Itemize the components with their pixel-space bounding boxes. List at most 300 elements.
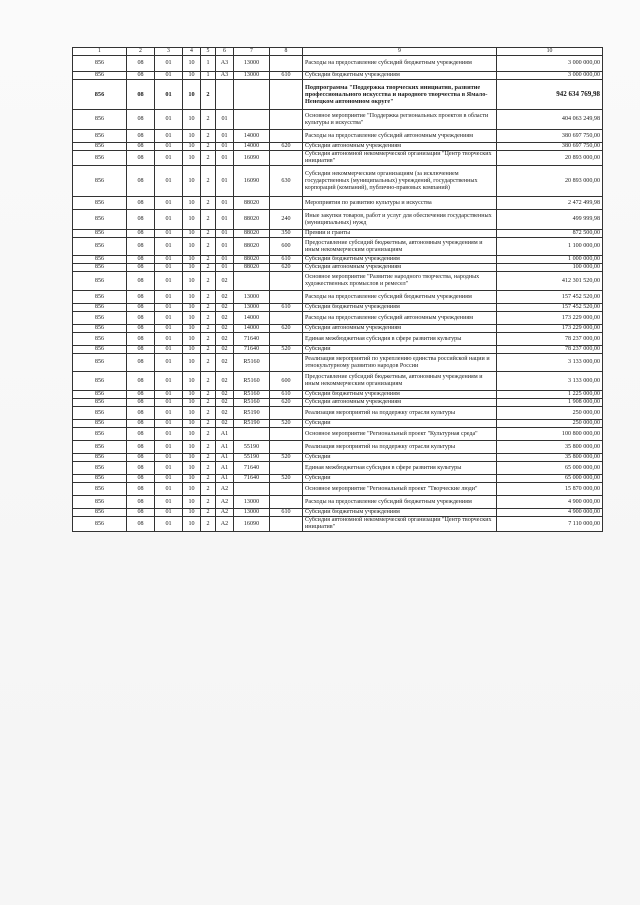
program-cell: 10 [183,475,201,483]
description-cell: Субсидии [303,454,497,462]
section-cell: 08 [127,483,155,496]
expense-type-cell [270,496,303,509]
program-cell: 10 [183,272,201,291]
expense-type-cell: 630 [270,166,303,197]
expense-type-cell [270,197,303,210]
direction-cell: 16090 [234,166,270,197]
direction-cell: 88020 [234,238,270,256]
subsection-cell: 01 [155,80,183,110]
amount-cell: 15 870 000,00 [497,483,603,496]
subprogram-cell: 2 [201,130,216,143]
activity-cell: 02 [216,304,234,312]
table-row [73,151,603,166]
table-row [73,72,603,80]
amount-cell: 65 000 000,00 [497,462,603,475]
program-cell: 10 [183,110,201,130]
table-row [73,272,603,291]
program-cell: 10 [183,166,201,197]
table-row [73,238,603,256]
subprogram-cell: 2 [201,454,216,462]
subsection-cell: 01 [155,428,183,441]
amount-cell: 20 893 000,00 [497,166,603,197]
amount-cell: 380 697 750,00 [497,143,603,151]
admin-code-cell: 856 [73,420,127,428]
activity-cell: A3 [216,72,234,80]
subprogram-cell: 2 [201,256,216,264]
direction-cell: 16090 [234,517,270,532]
subprogram-cell: 2 [201,325,216,333]
direction-cell: R5160 [234,399,270,407]
description-cell: Реализация мероприятий на поддержку отрасли культуры [303,407,497,420]
expense-type-cell: 520 [270,420,303,428]
amount-cell: 78 237 000,00 [497,333,603,346]
direction-cell: 71640 [234,475,270,483]
program-cell: 10 [183,462,201,475]
program-cell: 10 [183,428,201,441]
column-number-row [73,48,603,56]
description-cell: Субсидии бюджетным учреждениям [303,304,497,312]
section-cell: 08 [127,304,155,312]
section-cell: 08 [127,56,155,72]
section-cell: 08 [127,151,155,166]
subsection-cell: 01 [155,130,183,143]
direction-cell: R5160 [234,372,270,391]
description-cell: Субсидия автономной некоммерческой организации "Центр творческих инициатив" [303,151,497,166]
activity-cell: 02 [216,312,234,325]
amount-cell: 100 800 000,00 [497,428,603,441]
amount-cell: 404 063 249,98 [497,110,603,130]
activity-cell: 02 [216,407,234,420]
expense-type-cell: 600 [270,238,303,256]
subsection-cell: 01 [155,291,183,304]
subprogram-cell: 2 [201,110,216,130]
activity-cell: A2 [216,483,234,496]
table-row [73,197,603,210]
direction-cell: 13000 [234,304,270,312]
description-cell: Субсидии бюджетным учреждениям [303,256,497,264]
subsection-cell: 01 [155,325,183,333]
activity-cell: 01 [216,143,234,151]
direction-cell: 16090 [234,151,270,166]
expense-type-cell [270,407,303,420]
amount-cell: 157 452 520,00 [497,304,603,312]
description-cell: Основное мероприятие "Региональный проект "Творческие люди" [303,483,497,496]
admin-code-cell: 856 [73,496,127,509]
expense-type-cell: 610 [270,391,303,399]
section-cell: 08 [127,210,155,230]
column-number: 6 [216,48,234,56]
table-row [73,166,603,197]
activity-cell: 02 [216,420,234,428]
subsection-cell: 01 [155,272,183,291]
table-row [73,264,603,272]
expense-type-cell: 620 [270,325,303,333]
table-row [73,509,603,517]
section-cell: 08 [127,346,155,354]
table-row [73,56,603,72]
direction-cell: 88020 [234,264,270,272]
amount-cell: 35 800 000,00 [497,454,603,462]
direction-cell: R5190 [234,420,270,428]
program-cell: 10 [183,151,201,166]
activity-cell: 02 [216,391,234,399]
description-cell: Основное мероприятие "Развитие народного творчества, народных художественных промыслов и ремесел" [303,272,497,291]
activity-cell: 02 [216,399,234,407]
subprogram-cell: 2 [201,151,216,166]
subprogram-cell: 2 [201,312,216,325]
table-row [73,291,603,304]
program-cell: 10 [183,354,201,372]
direction-cell: 13000 [234,56,270,72]
subsection-cell: 01 [155,304,183,312]
amount-cell: 1 225 000,00 [497,391,603,399]
direction-cell: 88020 [234,197,270,210]
amount-cell: 78 237 000,00 [497,346,603,354]
subprogram-cell: 2 [201,399,216,407]
subprogram-cell: 2 [201,304,216,312]
section-cell: 08 [127,354,155,372]
column-number: 7 [234,48,270,56]
amount-cell: 942 634 769,98 [497,80,603,110]
admin-code-cell: 856 [73,72,127,80]
subprogram-cell: 2 [201,238,216,256]
activity-cell: 01 [216,256,234,264]
subprogram-cell: 2 [201,391,216,399]
expense-type-cell [270,517,303,532]
amount-cell: 35 800 000,00 [497,441,603,454]
subsection-cell: 01 [155,312,183,325]
section-cell: 08 [127,509,155,517]
program-cell: 10 [183,130,201,143]
activity-cell: A1 [216,475,234,483]
amount-cell: 1 000 000,00 [497,256,603,264]
section-cell: 08 [127,272,155,291]
subprogram-cell: 1 [201,56,216,72]
admin-code-cell: 856 [73,333,127,346]
subprogram-cell: 2 [201,272,216,291]
subsection-cell: 01 [155,399,183,407]
direction-cell: 14000 [234,130,270,143]
program-cell: 10 [183,210,201,230]
admin-code-cell: 856 [73,325,127,333]
description-cell: Расходы на предоставление субсидий бюджетным учреждениям [303,291,497,304]
subsection-cell: 01 [155,333,183,346]
direction-cell: 13000 [234,72,270,80]
description-cell: Основное мероприятие "Поддержка региональных проектов в области культуры и искусства" [303,110,497,130]
program-cell: 10 [183,80,201,110]
subsection-cell: 01 [155,197,183,210]
description-cell: Субсидии автономным учреждениям [303,143,497,151]
expense-type-cell: 350 [270,230,303,238]
subprogram-cell: 2 [201,354,216,372]
column-number: 1 [73,48,127,56]
expense-type-cell: 520 [270,346,303,354]
subsection-cell: 01 [155,441,183,454]
direction-cell: 14000 [234,143,270,151]
subsection-cell: 01 [155,496,183,509]
description-cell: Расходы на предоставление субсидий бюджетным учреждениям [303,56,497,72]
program-cell: 10 [183,483,201,496]
admin-code-cell: 856 [73,166,127,197]
table-row [73,110,603,130]
expense-type-cell [270,312,303,325]
subprogram-cell: 2 [201,333,216,346]
subsection-cell: 01 [155,72,183,80]
section-cell: 08 [127,291,155,304]
table-row [73,483,603,496]
direction-cell [234,80,270,110]
amount-cell: 65 000 000,00 [497,475,603,483]
program-cell: 10 [183,407,201,420]
program-cell: 10 [183,441,201,454]
description-cell: Премии и гранты [303,230,497,238]
expense-type-cell: 520 [270,475,303,483]
activity-cell: 02 [216,354,234,372]
description-cell: Расходы на предоставление субсидий автономным учреждениям [303,312,497,325]
amount-cell: 1 908 000,00 [497,399,603,407]
program-cell: 10 [183,509,201,517]
column-number: 9 [303,48,497,56]
section-cell: 08 [127,166,155,197]
subprogram-cell: 2 [201,166,216,197]
direction-cell: R5160 [234,391,270,399]
expense-type-cell: 240 [270,210,303,230]
activity-cell: 02 [216,325,234,333]
program-cell: 10 [183,372,201,391]
section-cell: 08 [127,312,155,325]
amount-cell: 100 000,00 [497,264,603,272]
admin-code-cell: 856 [73,272,127,291]
expense-type-cell [270,110,303,130]
description-cell: Подпрограмма "Поддержка творческих инициатив, развитие профессионального искусства и народного творчества в Ямало-Ненецком автономном округе" [303,80,497,110]
direction-cell [234,428,270,441]
description-cell: Предоставление субсидий бюджетным, автономным учреждениям и иным некоммерческим организациям [303,372,497,391]
subprogram-cell: 2 [201,197,216,210]
admin-code-cell: 856 [73,238,127,256]
table-row [73,475,603,483]
expense-type-cell: 610 [270,509,303,517]
column-number: 10 [497,48,603,56]
direction-cell: 13000 [234,291,270,304]
expense-type-cell [270,483,303,496]
section-cell: 08 [127,454,155,462]
activity-cell: 01 [216,110,234,130]
column-number: 2 [127,48,155,56]
subprogram-cell: 2 [201,230,216,238]
admin-code-cell: 856 [73,517,127,532]
program-cell: 10 [183,197,201,210]
amount-cell: 3 133 000,00 [497,372,603,391]
expense-type-cell: 610 [270,72,303,80]
direction-cell: 71640 [234,346,270,354]
subprogram-cell: 2 [201,264,216,272]
program-cell: 10 [183,264,201,272]
table-row [73,230,603,238]
activity-cell: 01 [216,210,234,230]
admin-code-cell: 856 [73,197,127,210]
program-cell: 10 [183,496,201,509]
subsection-cell: 01 [155,462,183,475]
admin-code-cell: 856 [73,354,127,372]
activity-cell: 02 [216,272,234,291]
direction-cell: 55190 [234,441,270,454]
subsection-cell: 01 [155,509,183,517]
activity-cell: 02 [216,346,234,354]
subprogram-cell: 2 [201,509,216,517]
section-cell: 08 [127,130,155,143]
activity-cell: A1 [216,454,234,462]
section-cell: 08 [127,143,155,151]
admin-code-cell: 856 [73,210,127,230]
admin-code-cell: 856 [73,151,127,166]
section-cell: 08 [127,496,155,509]
expense-type-cell [270,151,303,166]
admin-code-cell: 856 [73,346,127,354]
description-cell: Субсидии [303,346,497,354]
amount-cell: 3 000 000,00 [497,72,603,80]
table-row [73,496,603,509]
section-cell: 08 [127,428,155,441]
table-row [73,399,603,407]
direction-cell: R5190 [234,407,270,420]
table-row [73,130,603,143]
table-row [73,462,603,475]
direction-cell: R5160 [234,354,270,372]
budget-table [72,47,603,532]
description-cell: Мероприятия по развитию культуры и искусства [303,197,497,210]
column-number: 5 [201,48,216,56]
expense-type-cell [270,130,303,143]
amount-cell: 157 452 520,00 [497,291,603,304]
admin-code-cell: 856 [73,441,127,454]
subprogram-cell: 2 [201,291,216,304]
subsection-cell: 01 [155,230,183,238]
section-cell: 08 [127,475,155,483]
subsection-cell: 01 [155,110,183,130]
expense-type-cell [270,272,303,291]
direction-cell: 88020 [234,210,270,230]
description-cell: Единая межбюджетная субсидия в сфере развития культуры [303,462,497,475]
activity-cell: 01 [216,151,234,166]
activity-cell: 01 [216,238,234,256]
expense-type-cell: 620 [270,399,303,407]
table-row [73,420,603,428]
table-row [73,346,603,354]
admin-code-cell: 856 [73,428,127,441]
expense-type-cell [270,428,303,441]
direction-cell: 55190 [234,454,270,462]
admin-code-cell: 856 [73,407,127,420]
amount-cell: 173 229 000,00 [497,325,603,333]
subsection-cell: 01 [155,475,183,483]
section-cell: 08 [127,399,155,407]
subsection-cell: 01 [155,238,183,256]
table-row [73,391,603,399]
section-cell: 08 [127,110,155,130]
subprogram-cell: 2 [201,420,216,428]
program-cell: 10 [183,391,201,399]
description-cell: Реализация мероприятий по укреплению единства российской нации и этнокультурному развитию народов России [303,354,497,372]
direction-cell: 14000 [234,325,270,333]
page-blank-area [0,770,640,905]
section-cell: 08 [127,407,155,420]
description-cell: Расходы на предоставление субсидий бюджетным учреждениям [303,496,497,509]
section-cell: 08 [127,325,155,333]
subsection-cell: 01 [155,56,183,72]
expense-type-cell: 600 [270,372,303,391]
table-row [73,372,603,391]
program-cell: 10 [183,454,201,462]
admin-code-cell: 856 [73,230,127,238]
subprogram-cell: 2 [201,441,216,454]
program-cell: 10 [183,312,201,325]
description-cell: Основное мероприятие "Региональный проект "Культурная среда" [303,428,497,441]
admin-code-cell: 856 [73,483,127,496]
admin-code-cell: 856 [73,143,127,151]
subsection-cell: 01 [155,346,183,354]
column-number: 4 [183,48,201,56]
direction-cell: 71640 [234,462,270,475]
program-cell: 10 [183,333,201,346]
admin-code-cell: 856 [73,399,127,407]
amount-cell: 20 893 000,00 [497,151,603,166]
description-cell: Расходы на предоставление субсидий автономным учреждениям [303,130,497,143]
subsection-cell: 01 [155,166,183,197]
description-cell: Субсидии [303,420,497,428]
description-cell: Предоставление субсидий бюджетным, автономным учреждениям и иным некоммерческим организациям [303,238,497,256]
program-cell: 10 [183,346,201,354]
section-cell: 08 [127,264,155,272]
expense-type-cell [270,333,303,346]
activity-cell: 01 [216,264,234,272]
direction-cell [234,483,270,496]
program-cell: 10 [183,291,201,304]
amount-cell: 3 133 000,00 [497,354,603,372]
admin-code-cell: 856 [73,130,127,143]
expense-type-cell [270,441,303,454]
activity-cell: A1 [216,441,234,454]
description-cell: Единая межбюджетная субсидия в сфере развития культуры [303,333,497,346]
table-row [73,333,603,346]
admin-code-cell: 856 [73,110,127,130]
program-cell: 10 [183,230,201,238]
direction-cell: 71640 [234,333,270,346]
section-cell: 08 [127,517,155,532]
subprogram-cell: 2 [201,210,216,230]
direction-cell [234,110,270,130]
amount-cell: 4 900 000,00 [497,496,603,509]
subsection-cell: 01 [155,354,183,372]
description-cell: Субсидии автономным учреждениям [303,264,497,272]
amount-cell: 173 229 000,00 [497,312,603,325]
admin-code-cell: 856 [73,312,127,325]
admin-code-cell: 856 [73,372,127,391]
amount-cell: 412 301 520,00 [497,272,603,291]
program-cell: 10 [183,420,201,428]
amount-cell: 4 900 000,00 [497,509,603,517]
subprogram-cell: 1 [201,72,216,80]
direction-cell: 13000 [234,496,270,509]
expense-type-cell: 620 [270,143,303,151]
subsection-cell: 01 [155,256,183,264]
subprogram-cell: 2 [201,346,216,354]
admin-code-cell: 856 [73,80,127,110]
activity-cell: 02 [216,291,234,304]
subprogram-cell: 2 [201,483,216,496]
column-number: 3 [155,48,183,56]
table-row [73,256,603,264]
amount-cell: 250 000,00 [497,407,603,420]
